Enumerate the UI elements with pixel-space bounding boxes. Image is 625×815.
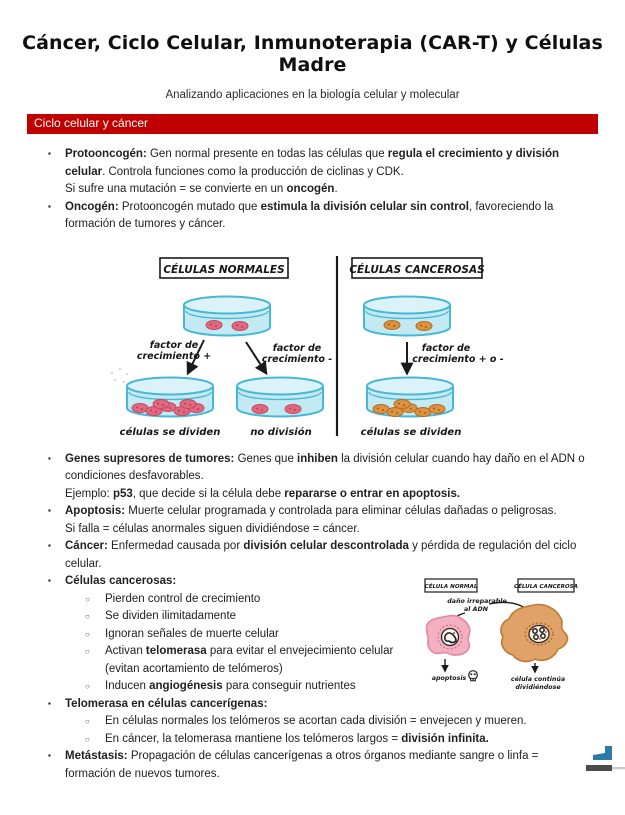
continues-label-2: dividiéndose	[515, 684, 561, 691]
normal-cell-drawing	[426, 616, 469, 656]
petri-dish-dividing	[127, 377, 213, 416]
petri-dish-no-division	[237, 377, 323, 416]
petri-dish-cancer-top	[364, 296, 450, 335]
gray-bar	[586, 765, 612, 771]
bullet-oncogen	[47, 199, 592, 234]
label-growth-pm-1: factor de	[421, 342, 471, 354]
dna-damage-label-2: al ADN	[464, 606, 488, 613]
subitem-text: Inducen angiogénesis para conseguir nutrientes	[105, 680, 356, 692]
bullet-tumor-suppressors	[47, 451, 592, 504]
bullet-telomerase	[47, 696, 592, 749]
figure-cell-comparison	[423, 575, 618, 695]
corner-decoration-graphic	[585, 744, 625, 778]
subitem-text: Activan telomerasa para evitar el envejecimiento celular (evitan acortamiento de telómeros)	[105, 645, 394, 675]
bullet-cancer	[47, 538, 592, 573]
blue-arrow-shape	[593, 746, 612, 760]
continues-label-1: célula continúa	[510, 676, 566, 683]
bullet-protooncogen	[47, 146, 592, 199]
normal-panel-title: CÉLULAS NORMALES	[163, 263, 285, 276]
label-growth-minus-1: factor de	[272, 342, 322, 354]
page-subtitle: Analizando aplicaciones en la biología celular y molecular	[165, 89, 460, 101]
caption-cells-divide-right: células se dividen	[360, 426, 462, 438]
cancer-cells-list	[47, 573, 417, 696]
light-gray-line	[612, 767, 625, 769]
page-title: Cáncer, Ciclo Celular, Inmunoterapia (CAR-T) y Células Madre	[22, 32, 603, 76]
intro-bullet-list	[47, 146, 592, 234]
label-growth-minus-2: crecimiento -	[261, 353, 333, 365]
corner-decoration	[585, 744, 625, 783]
subitem-normal-telomeres	[85, 713, 592, 731]
subitem-text: Pierden control de crecimiento	[105, 592, 261, 605]
dna-damage-label-1: daño irreparable	[447, 598, 507, 605]
bottom-bullet-list	[47, 696, 592, 784]
normal-cells-panel	[111, 258, 332, 438]
subitem-lose-control	[85, 591, 417, 609]
subitem-divide-unlimited	[85, 608, 417, 626]
cancer-panel-title: CÉLULAS CANCEROSAS	[349, 263, 485, 276]
bullet-text: Genes supresores de tumores: Genes que inhiben la división celular cuando hay daño en el ADN o condiciones desfavorables. Ejemplo: p53, que decide si la célula debe repararse o entrar en apoptosis.	[65, 452, 585, 500]
subitem-angiogenesis	[85, 678, 417, 696]
bullet-text: Protooncogén: Gen normal presente en todas las células que regula el crecimiento y división celular. Controla funciones como la producción de ciclinas y CDK. Si sufre una mutación = se convierte en un oncogén.	[65, 148, 560, 195]
subitem-telomerase	[85, 643, 417, 678]
bullet-metastasis	[47, 748, 592, 783]
bullet-text: Telomerasa en células cancerígenas:	[65, 697, 268, 710]
figure-growth-factors	[100, 246, 580, 438]
cancer-cells-row	[47, 573, 618, 696]
subitem-text: En cáncer, la telomerasa mantiene los telómeros largos = división infinita.	[105, 732, 489, 745]
bullet-text: Cáncer: Enfermedad causada por división celular descontrolada y pérdida de regulación del ciclo celular.	[65, 540, 577, 570]
bullet-text: Oncogén: Protooncogén mutado que estimula la división celular sin control, favoreciendo la formación de tumores y cáncer.	[65, 200, 554, 230]
petri-dish-normal-top	[184, 296, 270, 335]
bullet-text: Metástasis: Propagación de células cancerígenas a otros órganos mediante sangre o linfa = formación de nuevos tumores.	[65, 750, 539, 780]
label-growth-pm-2: crecimiento + o -	[412, 353, 504, 365]
petri-dish-cancer-dividing	[367, 377, 453, 416]
cancer-cells-sublist	[85, 591, 417, 696]
caption-no-division: no división	[250, 426, 312, 438]
subitem-ignore-death	[85, 626, 417, 644]
subitem-text: Ignoran señales de muerte celular	[105, 627, 279, 640]
label-growth-plus-2: crecimiento +	[136, 350, 212, 362]
speckles	[111, 368, 128, 383]
bullet-apoptosis	[47, 503, 592, 538]
subitem-text: Se dividen ilimitadamente	[105, 610, 237, 622]
label-growth-plus-1: factor de	[149, 339, 199, 351]
section-header: Ciclo celular y cáncer	[27, 114, 598, 134]
caption-cells-divide-left: células se dividen	[119, 426, 221, 438]
normal-cell-title: CÉLULA NORMAL	[424, 584, 478, 590]
cancer-cell-title: CÉLULA CANCEROSA	[513, 584, 579, 590]
apoptosis-label: apoptosis	[431, 675, 467, 682]
bullet-cancer-cells	[47, 573, 417, 696]
bullet-text: Apoptosis: Muerte celular programada y controlada para eliminar células dañadas o peligrosas. Si falla = células anormales siguen dividiéndose = cáncer.	[65, 505, 557, 535]
cancer-cells-panel	[349, 258, 503, 438]
skull-icon	[469, 671, 478, 681]
subitem-cancer-telomeres	[85, 731, 592, 749]
bullet-text: Células cancerosas:	[65, 575, 177, 587]
telomerase-sublist	[85, 713, 592, 748]
subitem-text: En células normales los telómeros se acortan cada división = envejecen y mueren.	[105, 715, 527, 727]
cancer-cell-drawing	[501, 605, 568, 662]
mid-bullet-list	[47, 451, 592, 574]
